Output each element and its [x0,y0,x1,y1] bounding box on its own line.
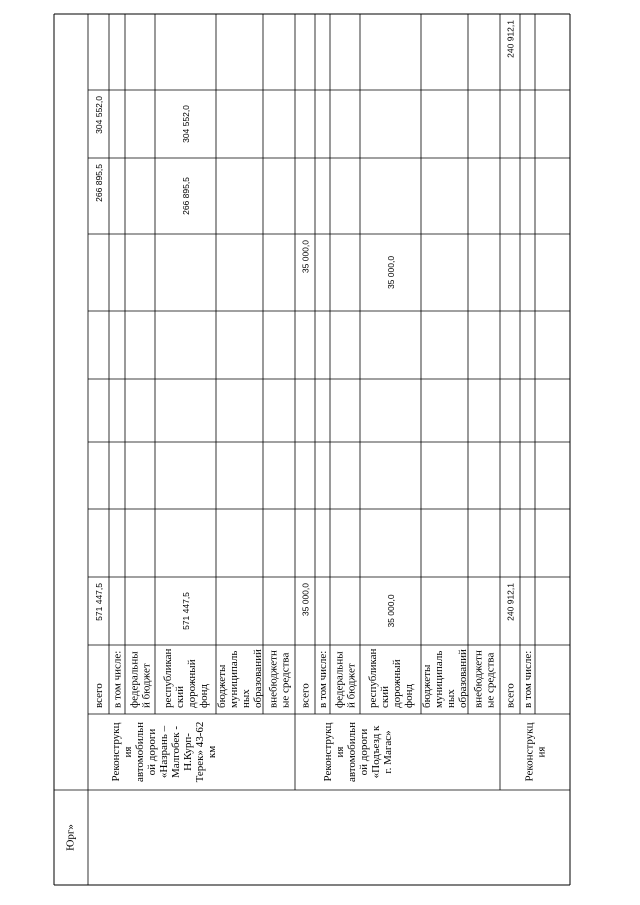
funding-source-label [473,650,497,708]
text-line: в том числе: [317,650,329,708]
text-line: Н.Курп- [182,733,194,771]
text-line: 35 000,0 [300,240,311,274]
text-line: федеральны [128,651,141,708]
funding-source-label [112,651,124,708]
text-line: автомобильн [346,721,358,783]
text-line: бюджеты [421,664,433,708]
text-line: Реконструкц [523,722,536,782]
text-line: й бюджет [140,663,153,708]
funding-source-label [421,649,469,708]
text-line: ия [535,746,548,758]
text-line: Терек» 43-62 [194,721,206,783]
funding-source-label [367,648,415,708]
amount-value [506,20,516,58]
amount-value [386,256,396,289]
text-line: 266 895,5 [94,164,104,202]
amount-value [181,177,191,215]
project-name [322,722,394,782]
funding-source-label [522,651,534,708]
funding-source-label [93,683,105,708]
text-line: ой дороги [358,728,370,776]
text-line: 35 000,0 [386,255,396,290]
text-line: й бюджет [345,663,358,708]
text-line: образований [457,649,469,708]
amount-value [506,583,516,621]
table-cells [65,20,548,851]
text-line: Реконструкц [110,722,122,782]
funding-source-label [334,651,358,708]
text-line: 35 000,0 [300,583,311,617]
amount-value [94,164,104,202]
funding-source-label [216,649,264,708]
text-line: км [206,745,218,759]
text-line: 240 912,1 [505,20,516,58]
text-line: бюджеты [216,664,228,708]
text-line: 266 895,5 [181,177,191,215]
text-line: 240 912,1 [505,583,516,621]
text-line: внебюджетн [472,650,485,708]
text-line: автомобильн [134,721,146,783]
amount-value [386,594,396,627]
text-line: «Подъезд к [370,725,382,779]
text-line: Юрг» [64,824,77,851]
text-line: Малгобек - [170,725,182,779]
funding-source-label [129,651,153,708]
funding-source-label [317,651,329,708]
text-line: ия [122,746,134,758]
text-line: ой дороги [146,728,158,776]
text-line: муниципаль [433,650,445,708]
text-line: в том числе: [522,650,534,708]
amount-value [301,240,311,273]
text-line: образований [252,649,264,708]
text-line: 304 552,0 [181,105,191,143]
text-line: республикан [367,648,379,708]
amount-value [181,105,191,143]
row-header-label [65,824,77,851]
amount-value [94,96,104,134]
text-line: ые средства [279,652,292,708]
amount-value [181,592,191,630]
text-line: ия [334,746,346,758]
text-line: 571 447,5 [94,583,104,621]
text-line: ных [240,689,252,708]
project-name [524,722,548,781]
text-line: 304 552,0 [94,96,104,134]
amount-value [301,583,311,616]
text-line: ных [445,689,457,708]
amount-value [94,583,104,621]
text-line: республикан [162,648,174,708]
text-line: дорожный [391,659,403,708]
text-line: фонд [198,683,210,708]
project-name [110,722,218,783]
text-line: всего [504,683,517,708]
funding-source-label [300,683,312,708]
text-line: 35 000,0 [386,594,396,628]
text-line: федеральны [333,651,346,708]
funding-source-label [162,648,210,708]
text-line: 571 447,5 [181,592,191,630]
text-line: ые средства [484,652,497,708]
text-line: дорожный [186,659,198,708]
text-line: ский [379,686,391,708]
text-line: в том числе: [111,650,124,708]
text-line: внебюджетн [267,650,280,708]
text-line: «Назрань – [158,725,170,779]
text-line: Реконструкц [322,722,334,782]
funding-source-label [505,683,517,708]
text-line: ский [174,686,186,708]
text-line: всего [93,683,105,708]
text-line: всего [299,683,312,708]
funding-source-label [268,650,292,708]
text-line: г. Магас» [382,730,394,774]
text-line: фонд [403,683,415,708]
text-line: муниципаль [228,650,240,708]
